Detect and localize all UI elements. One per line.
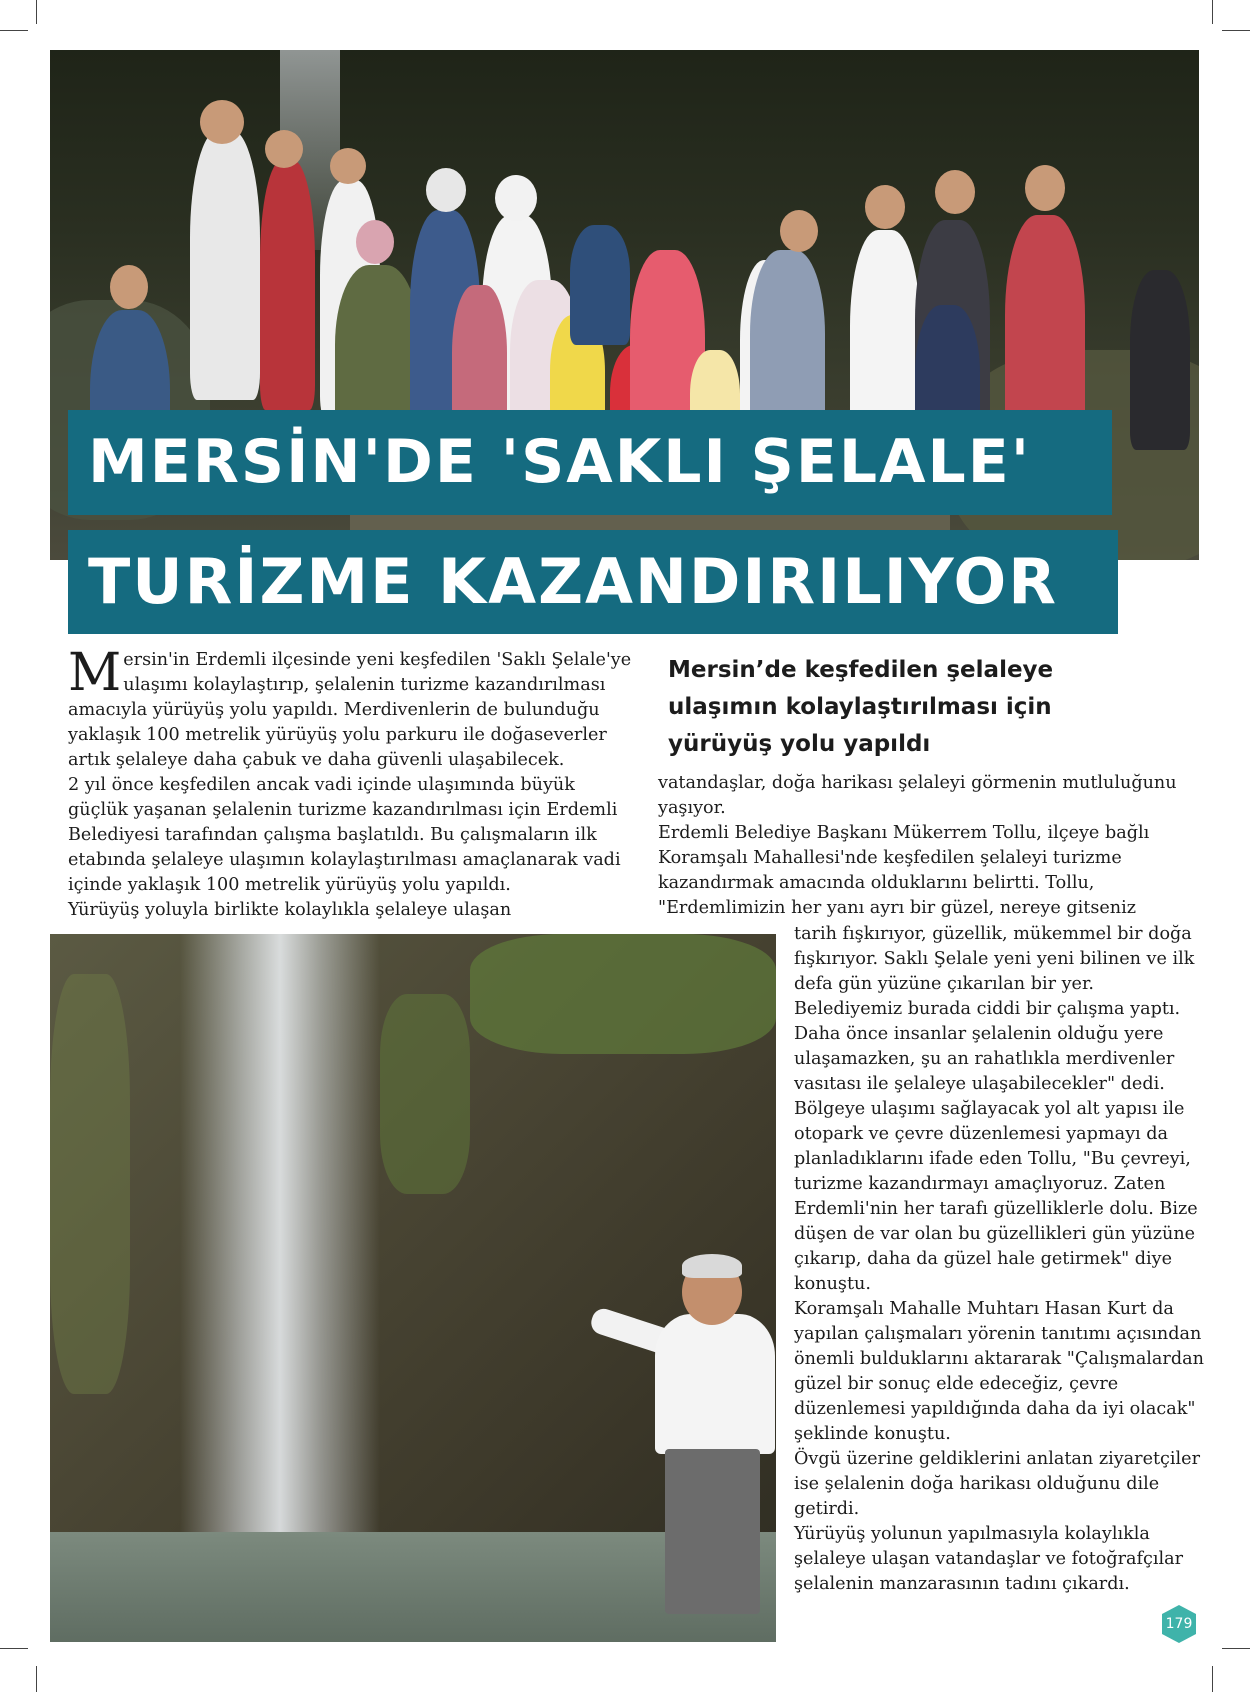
moss <box>380 994 470 1194</box>
moss <box>470 934 776 1054</box>
person-shirt <box>655 1314 775 1454</box>
person <box>190 130 260 400</box>
person-head <box>200 100 244 144</box>
headline-line-1: MERSİN'DE 'SAKLI ŞELALE' <box>68 410 1112 515</box>
headline-line-2: TURİZME KAZANDIRILIYOR <box>68 530 1118 634</box>
article-right-top <box>658 771 1198 921</box>
article-paragraph: Erdemli Belediye Başkanı Mükerrem Tollu, ilçeye bağlı Koramşalı Mahallesi'nde keşfedilen şelaleyi turizme kazandırmak amacında olduklarını belirtti. Tollu, "Erdemlimizin her yanı ayrı bir güzel, nereye gitseniz <box>658 823 1150 918</box>
subheadline <box>668 652 1108 763</box>
crop-mark <box>0 30 28 31</box>
page-number: 179 <box>1165 1616 1193 1632</box>
crop-mark <box>1222 1648 1250 1649</box>
crop-mark <box>1212 1666 1213 1692</box>
subheadline-line: ulaşımın kolaylaştırılması için <box>668 694 1052 720</box>
crop-mark <box>1212 0 1213 24</box>
person-head <box>1025 165 1065 211</box>
article-paragraph: Yürüyüş yolunun yapılmasıyla kolaylıkla şelaleye ulaşan vatandaşlar ve fotoğrafçılar şelalenin manzarasının tadını çıkardı. <box>794 1524 1184 1594</box>
article-paragraph: tarih fışkırıyor, güzellik, mükemmel bir doğa fışkırıyor. Saklı Şelale yeni yeni bilinen ve ilk defa gün yüzüne çıkarılan bir yer. Belediyemiz burada ciddi bir çalışma yaptı. Daha önce insanlar şelalenin olduğu yere ulaşamazken, şu an rahatlıkla merdivenler vasıtası ile şelaleye ulaşabilecekler" dedi. <box>794 924 1195 1094</box>
drop-cap: M <box>68 643 122 703</box>
person-head <box>356 220 394 264</box>
crop-mark <box>36 0 37 24</box>
moss <box>50 974 130 1394</box>
person-head <box>330 148 366 184</box>
person-hair <box>682 1254 742 1278</box>
person-head <box>495 175 537 221</box>
person <box>1130 270 1190 450</box>
crop-mark <box>1222 30 1250 31</box>
person-head <box>110 265 148 309</box>
article-paragraph: Övgü üzerine geldiklerini anlatan ziyaretçiler ise şelalenin doğa harikası olduğunu dile getirdi. <box>794 1449 1200 1519</box>
article-paragraph: Koramşalı Mahalle Muhtarı Hasan Kurt da yapılan çalışmaları yörenin tanıtımı açısından önemli bulduklarını aktararak "Çalışmalardan güzel bir sonuç elde edeceğiz, çevre düzenlemesi yapıldığında daha da iyi olacak" şeklinde konuştu. <box>794 1299 1204 1444</box>
crop-mark <box>36 1666 37 1692</box>
person-head <box>865 185 905 229</box>
article-paragraph: ersin'in Erdemli ilçesinde yeni keşfedilen 'Saklı Şelale'ye ulaşımı kolaylaştırıp, şelalenin turizme kazandırılması amacıyla yürüyüş yolu yapıldı. Merdivenlerin de bulunduğu yaklaşık 100 metrelik yürüyüş yolu parkuru ile doğaseverler artık şelaleye daha çabuk ve daha güvenli ulaşabilecek. <box>68 650 632 770</box>
article-paragraph: Bölgeye ulaşımı sağlayacak yol alt yapısı ile otopark ve çevre düzenlemesi yapmayı da planladıklarını ifade eden Tollu, "Bu çevreyi, turizme kazandırmayı amaçlıyoruz. Zaten Erdemli'nin her tarafı güzelliklerle dolu. Bize düşen de var olan bu güzellikleri gün yüzüne çıkarıp, daha da güzel hale getirmek" diye konuştu. <box>794 1099 1198 1294</box>
subheadline-line: Mersin’de keşfedilen şelaleye <box>668 657 1054 683</box>
page-number-badge <box>1159 1604 1199 1644</box>
person-head <box>426 168 466 212</box>
waterfall-photo <box>50 934 776 1642</box>
person <box>570 225 630 345</box>
person <box>260 160 315 410</box>
article-paragraph: vatandaşlar, doğa harikası şelaleyi görmenin mutluluğunu yaşıyor. <box>658 773 1177 818</box>
crop-mark <box>0 1648 28 1649</box>
person-pants <box>665 1449 760 1614</box>
article-right-bottom <box>794 922 1204 1597</box>
person-head <box>265 130 303 168</box>
article-paragraph: Yürüyüş yoluyla birlikte kolaylıkla şelaleye ulaşan <box>68 900 512 920</box>
article-lead-column <box>68 643 638 923</box>
person-head <box>935 170 975 214</box>
subheadline-line: yürüyüş yolu yapıldı <box>668 731 931 757</box>
article-paragraph: 2 yıl önce keşfedilen ancak vadi içinde ulaşımında büyük güçlük yaşanan şelalenin turizme kazandırılması için Erdemli Belediyesi tarafından çalışma başlatıldı. Bu çalışmaların ilk etabında şelaleye ulaşımın kolaylaştırılması amaçlanarak vadi içinde yaklaşık 100 metrelik yürüyüş yolu yapıldı. <box>68 775 621 895</box>
person-head <box>780 210 818 252</box>
